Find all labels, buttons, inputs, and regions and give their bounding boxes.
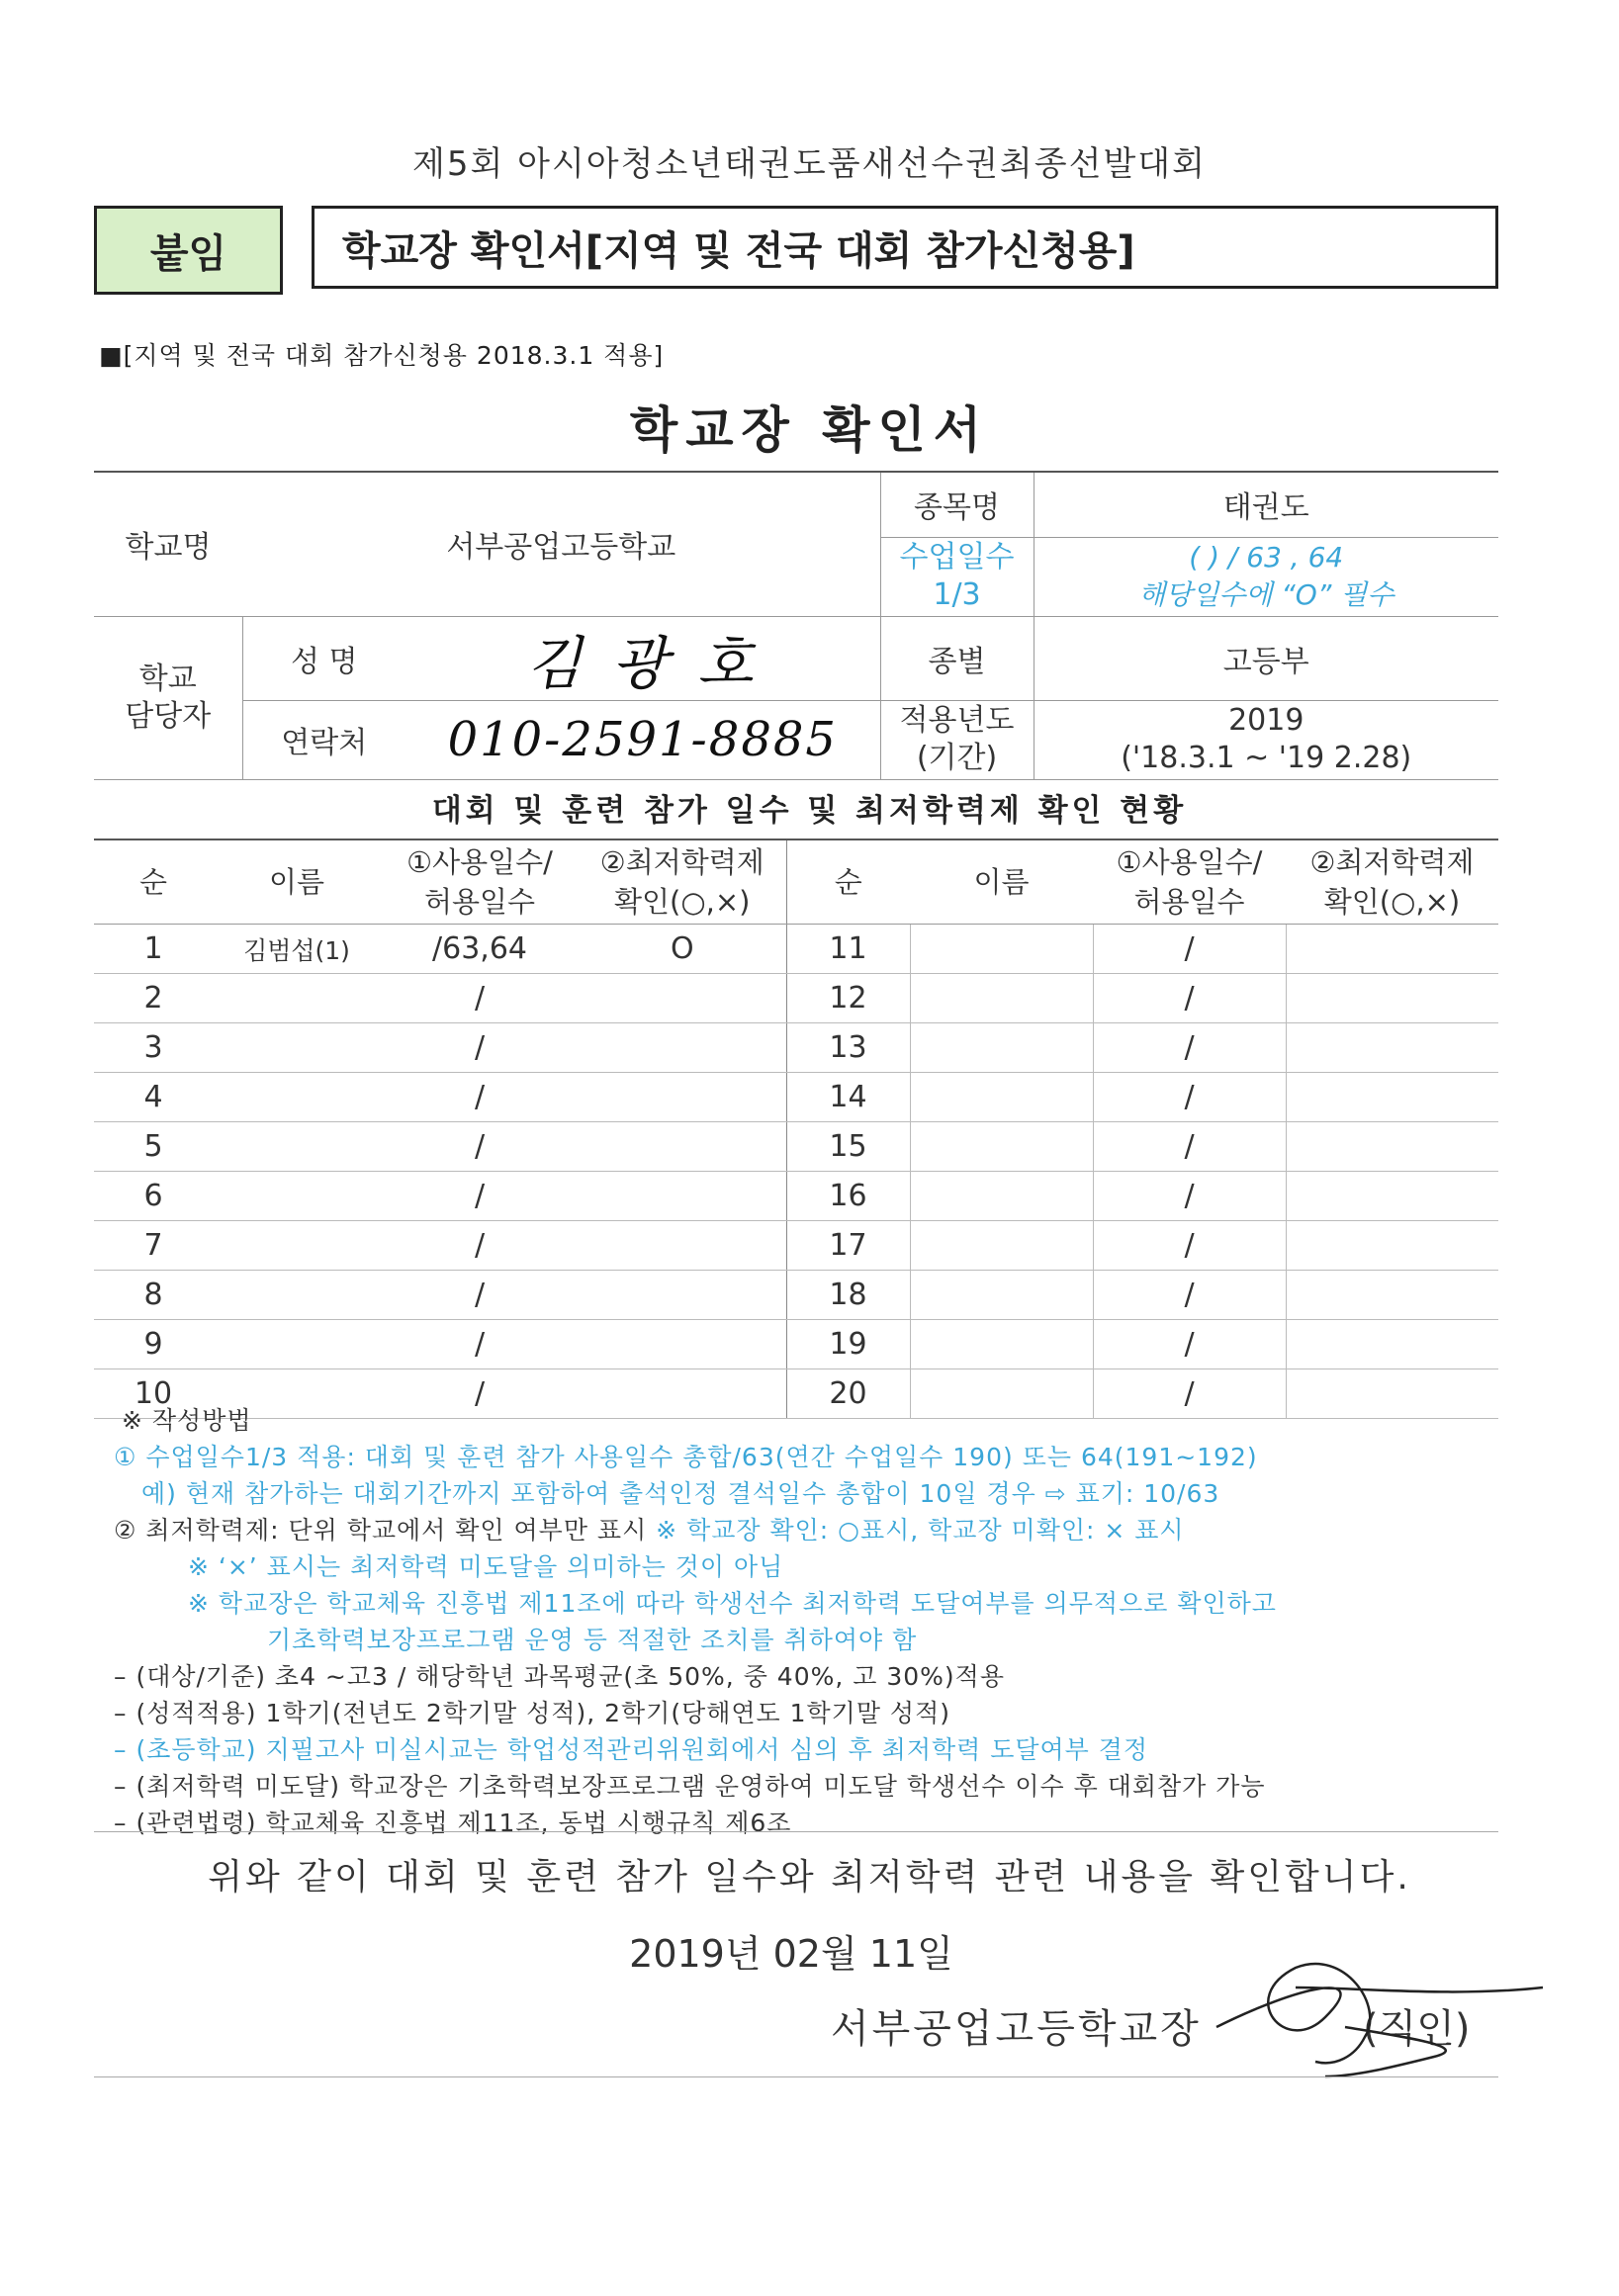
method-line-10: – (최저학력 미도달) 학교장은 기초학력보장프로그램 운영하여 미도달 학생선수 이수 후 대회참가 가능 — [114, 1772, 1266, 1801]
cell-days-l: / — [381, 1369, 579, 1419]
cell-no-l: 4 — [94, 1073, 213, 1122]
school-name-label: 학교명 — [94, 472, 242, 616]
table-row — [94, 1320, 1498, 1369]
official-seal: (직인) — [1363, 2006, 1471, 2052]
cell-name-r — [910, 1320, 1093, 1369]
cell-name-l — [213, 1172, 381, 1221]
cell-min-l — [579, 974, 786, 1023]
cell-name-l — [213, 974, 381, 1023]
class-days-note: 해당일수에 “O” 필수 — [1138, 578, 1394, 611]
method-line-3: ② 최저학력제: 단위 학교에서 확인 여부만 표시 ※ 학교장 확인: ○표시, 학교장 미확인: × 표시 — [114, 1516, 1185, 1545]
class-days-ratio: 1/3 — [933, 577, 981, 612]
name-label: 성 명 — [242, 616, 405, 700]
event-label: 종목명 — [880, 472, 1034, 537]
cell-name-r — [910, 1271, 1093, 1320]
table-row — [94, 1172, 1498, 1221]
attachment-badge: 붙임 — [94, 206, 283, 295]
cell-days-r: / — [1093, 1023, 1286, 1073]
table-row — [94, 1073, 1498, 1122]
cell-days-r: / — [1093, 1073, 1286, 1122]
cell-min-r — [1286, 1271, 1498, 1320]
table-row — [94, 974, 1498, 1023]
application-notice: ■[지역 및 전국 대회 참가신청용 2018.3.1 적용] — [99, 341, 665, 370]
form-title: 학교장 확인서[지역 및 전국 대회 참가신청용] — [312, 206, 1498, 289]
cell-min-l: O — [579, 925, 786, 974]
cell-min-r — [1286, 925, 1498, 974]
table-row — [94, 1023, 1498, 1073]
principal-signature — [1177, 1928, 1553, 2086]
cell-no-r: 18 — [786, 1271, 910, 1320]
method-line-6: 기초학력보장프로그램 운영 등 적절한 조치를 취하여야 함 — [267, 1626, 918, 1654]
cell-name-l — [213, 1073, 381, 1122]
cell-no-r: 11 — [786, 925, 910, 974]
cell-name-l — [213, 1122, 381, 1172]
cell-min-l — [579, 1271, 786, 1320]
cell-days-r: / — [1093, 925, 1286, 974]
manager-label: 학교 — [138, 661, 197, 696]
cell-min-l — [579, 1320, 786, 1369]
cell-days-r: / — [1093, 1320, 1286, 1369]
contact-phone-handwritten: 010-2591-8885 — [405, 700, 880, 779]
cell-no-l: 1 — [94, 925, 213, 974]
method-line-2: 예) 현재 참가하는 대회기간까지 포함하여 출석인정 결석일수 총합이 10일 경우 ⇨ 표기: 10/63 — [141, 1479, 1220, 1508]
cell-days-l: / — [381, 1172, 579, 1221]
category-value: 고등부 — [1034, 616, 1498, 700]
method-line-11: – (관련법령) 학교체육 진흥법 제11조, 동법 시행규칙 제6조 — [114, 1809, 792, 1837]
cell-min-r — [1286, 1320, 1498, 1369]
cell-days-l: / — [381, 1221, 579, 1271]
writing-method — [114, 1402, 1508, 1841]
cell-name-r — [910, 1221, 1093, 1271]
cell-no-l: 6 — [94, 1172, 213, 1221]
cell-name-r — [910, 925, 1093, 974]
confirmation-statement: 위와 같이 대회 및 훈련 참가 일수와 최저학력 관련 내용을 확인합니다. — [208, 1857, 1411, 1898]
cell-name-r — [910, 1172, 1093, 1221]
cell-no-r: 15 — [786, 1122, 910, 1172]
method-line-4: ※ ‘×’ 표시는 최저학력 미도달을 의미하는 것이 아님 — [188, 1552, 784, 1581]
cell-min-r — [1286, 1073, 1498, 1122]
col-days-left: ①사용일수/ — [406, 845, 553, 879]
cell-days-r: / — [1093, 1221, 1286, 1271]
method-line-7: – (대상/기준) 초4 ~고3 / 해당학년 과목평균(초 50%, 중 40%, 고 30%)적용 — [114, 1662, 1005, 1691]
cell-days-r: / — [1093, 1122, 1286, 1172]
year-value: 2019 — [1228, 703, 1304, 738]
status-heading: 대회 및 훈련 참가 일수 및 최저학력제 확인 현황 — [431, 793, 1188, 829]
event-title: 제5회 아시아청소년태권도품새선수권최종선발대회 — [411, 144, 1207, 184]
cell-name-r — [910, 1023, 1093, 1073]
cell-no-l: 9 — [94, 1320, 213, 1369]
class-days-value: ( ) / 63 , 64 — [1189, 541, 1344, 574]
method-title: ※ 작성방법 — [122, 1406, 252, 1435]
cell-min-r — [1286, 974, 1498, 1023]
cell-no-l: 2 — [94, 974, 213, 1023]
cell-name-l: 김범섭(1) — [213, 925, 381, 974]
cell-min-r — [1286, 1122, 1498, 1172]
cell-name-r — [910, 974, 1093, 1023]
cell-min-r — [1286, 1172, 1498, 1221]
category-label: 종별 — [880, 616, 1034, 700]
cell-no-r: 14 — [786, 1073, 910, 1122]
table-row — [94, 925, 1498, 974]
cell-no-l: 5 — [94, 1122, 213, 1172]
cell-days-r: / — [1093, 1369, 1286, 1419]
cell-no-r: 16 — [786, 1172, 910, 1221]
cell-days-r: / — [1093, 1271, 1286, 1320]
year-label: 적용년도 — [899, 703, 1015, 738]
divider — [94, 2076, 1498, 2077]
cell-no-r: 13 — [786, 1023, 910, 1073]
method-line-5: ※ 학교장은 학교체육 진흥법 제11조에 따라 학생선수 최저학력 도달여부를 의무적으로 확인하고 — [188, 1589, 1277, 1618]
cell-min-l — [579, 1023, 786, 1073]
col-name-left: 이름 — [213, 839, 381, 925]
cell-no-r: 19 — [786, 1320, 910, 1369]
school-info-table: 학교명 서부공업고등학교 종목명 태권도 수업일수 1/3 ( ) / 63 , 64 해당일수에 “O” 필수 학교 담당자 성 명 김 광 호 종별 고등부 연락처 010-2591-8885 적용년도 (기간) 2019 ('18.3.1 ~ '19 2.28) — [94, 471, 1498, 780]
cell-days-l: / — [381, 1320, 579, 1369]
cell-min-l — [579, 1221, 786, 1271]
date: 2019년 02월 11일 — [629, 1932, 953, 1976]
method-line-9: – (초등학교) 지필고사 미실시교는 학업성적관리위원회에서 심의 후 최저학력 도달여부 결정 — [114, 1735, 1149, 1764]
method-line-1: ① 수업일수1/3 적용: 대회 및 훈련 참가 사용일수 총합/63(연간 수업일수 190) 또는 64(191~192) — [114, 1443, 1258, 1471]
cell-min-l — [579, 1122, 786, 1172]
cell-no-l: 8 — [94, 1271, 213, 1320]
cell-min-r — [1286, 1221, 1498, 1271]
divider — [94, 1831, 1498, 1832]
cell-days-l: /63,64 — [381, 925, 579, 974]
col-no-left: 순 — [94, 839, 213, 925]
cell-name-r — [910, 1122, 1093, 1172]
col-days-right: ①사용일수/ — [1116, 845, 1263, 879]
cell-days-r: / — [1093, 1172, 1286, 1221]
main-heading: 학교장 확인서 — [629, 401, 990, 459]
cell-no-r: 17 — [786, 1221, 910, 1271]
cell-days-l: / — [381, 1023, 579, 1073]
principal-title: 서부공업고등학교장 — [831, 2006, 1202, 2052]
cell-name-l — [213, 1271, 381, 1320]
cell-days-l: / — [381, 1073, 579, 1122]
col-min-right: ②최저학력제 — [1309, 845, 1475, 879]
class-days-label: 수업일수 — [899, 540, 1015, 574]
cell-name-r — [910, 1073, 1093, 1122]
col-min-left: ②최저학력제 — [599, 845, 765, 879]
table-row — [94, 1122, 1498, 1172]
cell-no-l: 10 — [94, 1369, 213, 1419]
cell-no-r: 12 — [786, 974, 910, 1023]
cell-min-l — [579, 1172, 786, 1221]
cell-min-r — [1286, 1023, 1498, 1073]
table-row — [94, 1221, 1498, 1271]
year-period: ('18.3.1 ~ '19 2.28) — [1121, 741, 1412, 775]
cell-min-l — [579, 1073, 786, 1122]
cell-no-l: 3 — [94, 1023, 213, 1073]
cell-name-l — [213, 1221, 381, 1271]
cell-no-l: 7 — [94, 1221, 213, 1271]
participation-status-table: 순 이름 ①사용일수/ 허용일수 ②최저학력제 확인(○,×) 순 이름 ①사용일수/ 허용일수 ②최저학력제 확인(○,×) 1 김범섭(1) /63,64 O 11 / 2 / 12 / 3 / 13 / 4 / 14 / 5 / 15 / 6 / 16 / 7 / 17 / 8 / 18 / 9 / 19 / 10 / 20 / — [94, 839, 1498, 1419]
cell-days-r: / — [1093, 974, 1286, 1023]
cell-days-l: / — [381, 974, 579, 1023]
col-no-right: 순 — [786, 839, 910, 925]
table-row — [94, 1271, 1498, 1320]
manager-name-handwritten: 김 광 호 — [405, 616, 880, 700]
cell-days-l: / — [381, 1271, 579, 1320]
event-value: 태권도 — [1034, 472, 1498, 537]
col-name-right: 이름 — [910, 839, 1093, 925]
method-line-8: – (성적적용) 1학기(전년도 2학기말 성적), 2학기(당해연도 1학기말 성적) — [114, 1699, 950, 1727]
cell-days-l: / — [381, 1122, 579, 1172]
school-name-value: 서부공업고등학교 — [242, 472, 880, 616]
cell-name-l — [213, 1320, 381, 1369]
cell-no-r: 20 — [786, 1369, 910, 1419]
cell-name-l — [213, 1023, 381, 1073]
contact-label: 연락처 — [242, 700, 405, 779]
